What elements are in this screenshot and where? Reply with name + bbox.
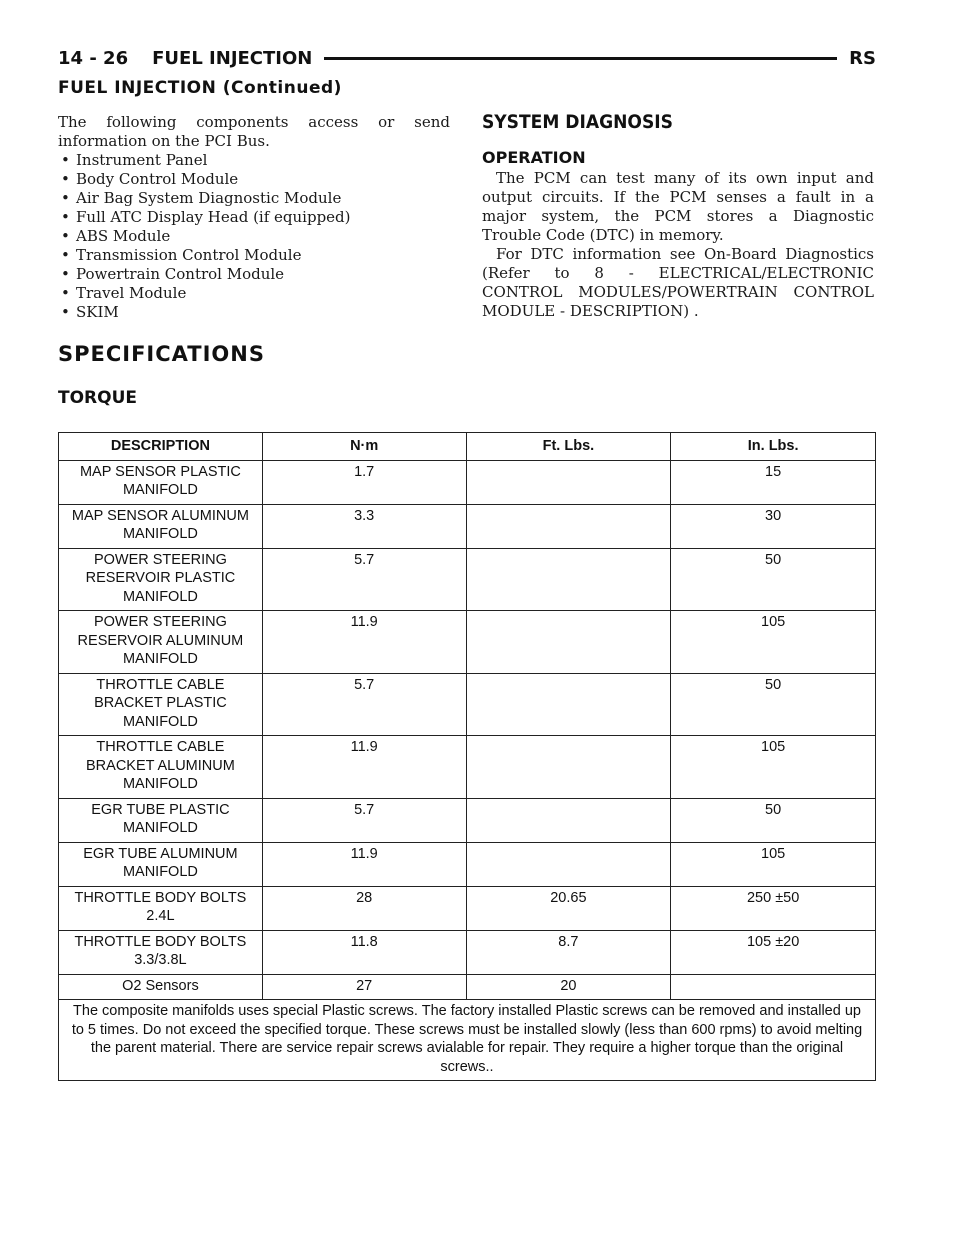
list-item: • Air Bag System Diagnostic Module bbox=[61, 189, 342, 207]
table-row bbox=[59, 798, 876, 842]
cell-nm: 27 bbox=[262, 974, 466, 1000]
list-item: • ABS Module bbox=[61, 227, 171, 245]
bullet-icon: • bbox=[61, 151, 70, 169]
section-title: FUEL INJECTION bbox=[152, 47, 313, 69]
system-diagnosis-heading: SYSTEM DIAGNOSIS bbox=[482, 111, 673, 133]
cell-description: EGR TUBE PLASTIC MANIFOLD bbox=[59, 798, 263, 842]
table-row bbox=[59, 460, 876, 504]
cell-nm: 5.7 bbox=[262, 798, 466, 842]
cell-nm: 28 bbox=[262, 886, 466, 930]
right-column bbox=[482, 113, 874, 321]
bullet-icon: • bbox=[61, 170, 70, 188]
bullet-icon: • bbox=[61, 246, 70, 264]
table-row bbox=[59, 673, 876, 736]
cell-inlbs bbox=[671, 974, 876, 1000]
cell-nm: 1.7 bbox=[262, 460, 466, 504]
page-number: 14 - 26 bbox=[58, 47, 129, 69]
bullet-icon: • bbox=[61, 284, 70, 302]
table-row bbox=[59, 548, 876, 611]
table-header-row bbox=[59, 433, 876, 461]
header-rule bbox=[324, 57, 837, 60]
cell-description: THROTTLE BODY BOLTS 3.3/3.8L bbox=[59, 930, 263, 974]
cell-ftlbs bbox=[466, 673, 671, 736]
col-header-ftlbs: Ft. Lbs. bbox=[466, 433, 671, 461]
list-item: • Travel Module bbox=[61, 284, 187, 302]
specifications-heading: SPECIFICATIONS bbox=[58, 342, 265, 366]
cell-description: THROTTLE CABLE BRACKET ALUMINUM MANIFOLD bbox=[59, 736, 263, 799]
bullet-icon: • bbox=[61, 265, 70, 283]
cell-ftlbs bbox=[466, 842, 671, 886]
cell-ftlbs bbox=[466, 548, 671, 611]
cell-description: THROTTLE BODY BOLTS 2.4L bbox=[59, 886, 263, 930]
table-row bbox=[59, 974, 876, 1000]
cell-ftlbs bbox=[466, 504, 671, 548]
table-row bbox=[59, 504, 876, 548]
cell-description: O2 Sensors bbox=[59, 974, 263, 1000]
pci-intro: The following components access or send information on the PCI Bus. bbox=[58, 113, 450, 150]
vehicle-code: RS bbox=[849, 47, 876, 69]
cell-inlbs: 50 bbox=[671, 798, 876, 842]
table-note: The composite manifolds uses special Plastic screws. The factory installed Plastic screws can be removed and installed up to 5 times. Do not exceed the specified torque. These screws must be installed slowly (less than 600 rpms) to avoid melting the parent material. There are service repair screws avialable for repair. They require a higher torque than the original screws.. bbox=[59, 1000, 876, 1081]
cell-inlbs: 105 bbox=[671, 736, 876, 799]
left-column bbox=[58, 113, 450, 322]
page-header bbox=[58, 44, 876, 72]
pci-component-list bbox=[58, 151, 450, 322]
cell-description: POWER STEERING RESERVOIR ALUMINUM MANIFOLD bbox=[59, 611, 263, 674]
cell-ftlbs bbox=[466, 798, 671, 842]
table-row bbox=[59, 886, 876, 930]
cell-inlbs: 50 bbox=[671, 548, 876, 611]
table-row bbox=[59, 842, 876, 886]
cell-description: THROTTLE CABLE BRACKET PLASTIC MANIFOLD bbox=[59, 673, 263, 736]
cell-ftlbs bbox=[466, 460, 671, 504]
cell-description: MAP SENSOR PLASTIC MANIFOLD bbox=[59, 460, 263, 504]
bullet-icon: • bbox=[61, 303, 70, 321]
list-item: • SKIM bbox=[61, 303, 119, 321]
cell-description: EGR TUBE ALUMINUM MANIFOLD bbox=[59, 842, 263, 886]
cell-description: MAP SENSOR ALUMINUM MANIFOLD bbox=[59, 504, 263, 548]
torque-heading: TORQUE bbox=[58, 388, 138, 408]
bullet-icon: • bbox=[61, 189, 70, 207]
cell-inlbs: 15 bbox=[671, 460, 876, 504]
operation-heading: OPERATION bbox=[482, 148, 586, 167]
cell-nm: 5.7 bbox=[262, 548, 466, 611]
cell-nm: 11.9 bbox=[262, 736, 466, 799]
dtc-paragraph: For DTC information see On-Board Diagnostics (Refer to 8 - ELECTRICAL/ELECTRONIC CONTROL MODULES/POWERTRAIN CONTROL MODULE - DESCRIPTION) . bbox=[482, 245, 874, 320]
table-row bbox=[59, 611, 876, 674]
cell-ftlbs: 8.7 bbox=[466, 930, 671, 974]
list-item: • Instrument Panel bbox=[61, 151, 208, 169]
list-item: • Transmission Control Module bbox=[61, 246, 302, 264]
table-note-row bbox=[59, 1000, 876, 1081]
operation-paragraph: The PCM can test many of its own input and output circuits. If the PCM senses a fault in a major system, the PCM stores a Diagnostic Trouble Code (DTC) in memory. bbox=[482, 169, 874, 244]
list-item: • Powertrain Control Module bbox=[61, 265, 285, 283]
cell-description: POWER STEERING RESERVOIR PLASTIC MANIFOLD bbox=[59, 548, 263, 611]
cell-nm: 3.3 bbox=[262, 504, 466, 548]
cell-ftlbs bbox=[466, 736, 671, 799]
cell-inlbs: 105 bbox=[671, 611, 876, 674]
list-item: • Body Control Module bbox=[61, 170, 239, 188]
col-header-nm: N·m bbox=[262, 433, 466, 461]
cell-nm: 11.9 bbox=[262, 842, 466, 886]
col-header-description: DESCRIPTION bbox=[59, 433, 263, 461]
cell-inlbs: 250 ±50 bbox=[671, 886, 876, 930]
col-header-inlbs: In. Lbs. bbox=[671, 433, 876, 461]
cell-inlbs: 105 ±20 bbox=[671, 930, 876, 974]
table-row bbox=[59, 930, 876, 974]
cell-ftlbs bbox=[466, 611, 671, 674]
cell-ftlbs: 20 bbox=[466, 974, 671, 1000]
cell-inlbs: 105 bbox=[671, 842, 876, 886]
cell-ftlbs: 20.65 bbox=[466, 886, 671, 930]
table-row bbox=[59, 736, 876, 799]
list-item: • Full ATC Display Head (if equipped) bbox=[61, 208, 351, 226]
cell-nm: 11.9 bbox=[262, 611, 466, 674]
cell-inlbs: 50 bbox=[671, 673, 876, 736]
torque-table bbox=[58, 432, 876, 1081]
bullet-icon: • bbox=[61, 208, 70, 226]
continued-title: FUEL INJECTION (Continued) bbox=[58, 78, 342, 98]
cell-nm: 11.8 bbox=[262, 930, 466, 974]
bullet-icon: • bbox=[61, 227, 70, 245]
cell-nm: 5.7 bbox=[262, 673, 466, 736]
cell-inlbs: 30 bbox=[671, 504, 876, 548]
